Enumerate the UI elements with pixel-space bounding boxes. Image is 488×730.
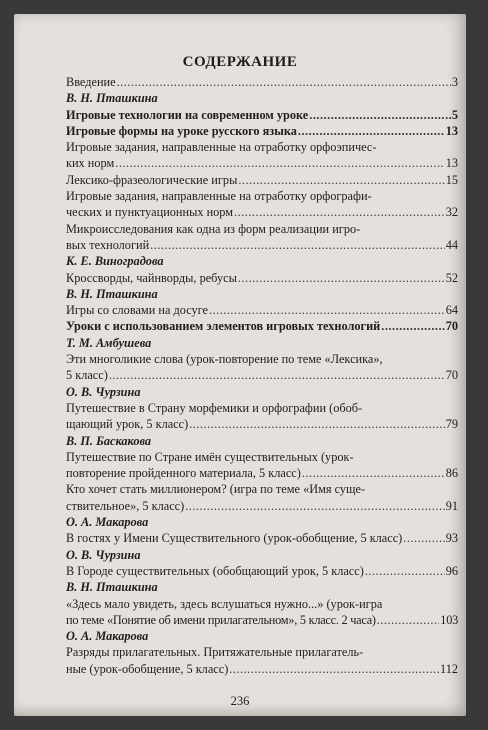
entry-page: 64 xyxy=(445,303,458,318)
entry-author: О. А. Макарова xyxy=(66,629,149,644)
entry-title-line: Разряды прилагательных. Притяжательные прилагатель- xyxy=(66,645,364,660)
toc-entry xyxy=(66,155,458,171)
entry-author: О. В. Чурзина xyxy=(66,384,141,399)
entry-page: 79 xyxy=(445,417,458,432)
toc-entry xyxy=(66,318,458,334)
entry-title: В гостях у Имени Существительного (урок-обобщение, 5 класс) xyxy=(66,531,403,546)
dot-leader xyxy=(189,416,445,432)
entry-title: щающий урок, 5 класс) xyxy=(66,417,189,432)
entry-author: В. Н. Пташкина xyxy=(66,580,158,595)
book-page xyxy=(14,14,466,716)
entry-author: Т. М. Амбушева xyxy=(66,335,152,350)
entry-title: Игровые технологии на современном уроке xyxy=(66,107,309,122)
dot-leader xyxy=(234,204,445,220)
toc-heading: СОДЕРЖАНИЕ xyxy=(182,54,298,70)
entry-page: 13 xyxy=(445,156,458,171)
page-number: 236 xyxy=(230,694,250,708)
dot-leader xyxy=(109,367,445,383)
toc-entry xyxy=(66,123,458,139)
dot-leader xyxy=(309,107,451,123)
entry-page: 13 xyxy=(445,123,458,138)
entry-page: 112 xyxy=(440,661,458,676)
toc-entry xyxy=(66,612,458,628)
toc-entry xyxy=(66,367,458,383)
entry-page: 44 xyxy=(445,237,458,252)
entry-title: 5 класс) xyxy=(66,368,108,383)
toc-entry xyxy=(66,237,458,253)
entry-title: повторение пройденного материала, 5 класс) xyxy=(66,466,301,481)
entry-title: вых технологий xyxy=(66,237,150,252)
entry-page: 70 xyxy=(445,319,458,334)
dot-leader xyxy=(185,498,444,514)
toc-entry xyxy=(66,204,458,220)
toc-entry xyxy=(66,416,458,432)
dot-leader xyxy=(302,465,445,481)
entry-title: Лексико-фразеологические игры xyxy=(66,172,238,187)
toc-entry xyxy=(66,498,458,514)
dot-leader xyxy=(381,318,444,334)
toc-entry xyxy=(66,530,458,546)
entry-title: ческих и пунктуационных норм xyxy=(66,205,234,220)
entry-title: Введение xyxy=(66,75,116,89)
entry-page: 52 xyxy=(445,270,458,285)
entry-page: 5 xyxy=(451,107,458,122)
entry-title: Игры со словами на досуге xyxy=(66,303,208,318)
entry-title-line: Эти многоликие слова (урок-повторение по теме «Лексика», xyxy=(66,352,383,367)
entry-title-line: Путешествие по Стране имён существительных (урок- xyxy=(66,449,354,464)
entry-title: по теме «Понятие об имени прилагательном», 5 класс. 2 часа) xyxy=(66,612,376,627)
dot-leader xyxy=(298,123,445,139)
entry-title: Игровые формы на уроке русского языка xyxy=(66,123,297,138)
dot-leader xyxy=(238,270,445,286)
dot-leader xyxy=(377,612,440,628)
dot-leader xyxy=(238,172,444,188)
dot-leader xyxy=(117,74,451,90)
entry-title: ствительное», 5 класс) xyxy=(66,498,185,513)
entry-page: 86 xyxy=(445,466,458,481)
entry-page: 32 xyxy=(445,205,458,220)
entry-title: Уроки с использованием элементов игровых технологий xyxy=(66,319,381,334)
entry-page: 70 xyxy=(445,368,458,383)
entry-title: ные (урок-обобщение, 5 класс) xyxy=(66,661,229,676)
dot-leader xyxy=(365,563,445,579)
toc-entry xyxy=(66,74,458,90)
entry-title: Кроссворды, чайнворды, ребусы xyxy=(66,270,237,285)
entry-title-line: «Здесь мало увидеть, здесь вслушаться нужно...» (урок-игра xyxy=(66,596,383,611)
entry-title: В Городе существительных (обобщающий урок, 5 класс) xyxy=(66,563,364,578)
entry-title-line: Путешествие в Страну морфемики и орфографии (обоб- xyxy=(66,400,363,415)
entry-title-line: Микроисследования как одна из форм реализации игро- xyxy=(66,221,361,236)
toc-entry xyxy=(66,270,458,286)
entry-page: 15 xyxy=(445,172,458,187)
toc-entry xyxy=(66,465,458,481)
toc-entry xyxy=(66,302,458,318)
entry-title-line: Игровые задания, направленные на отработку орфоэпичес- xyxy=(66,140,377,155)
dot-leader xyxy=(229,661,439,677)
entry-author: О. В. Чурзина xyxy=(66,547,141,562)
dot-leader xyxy=(150,237,445,253)
entry-author: О. А. Макарова xyxy=(66,515,149,530)
entry-title-line: Кто хочет стать миллионером? (игра по теме «Имя суще- xyxy=(66,482,366,497)
entry-page: 91 xyxy=(445,498,458,513)
entry-page: 93 xyxy=(445,531,458,546)
toc-entry xyxy=(66,107,458,123)
toc-entry xyxy=(66,563,458,579)
toc-entry xyxy=(66,661,458,677)
dot-leader xyxy=(403,530,444,546)
entry-author: В. Н. Пташкина xyxy=(66,91,158,106)
entry-author: В. Н. Пташкина xyxy=(66,286,158,301)
entry-title: ких норм xyxy=(66,156,115,171)
entry-author: К. Е. Виноградова xyxy=(66,254,164,269)
entry-page: 96 xyxy=(445,563,458,578)
dot-leader xyxy=(209,302,445,318)
table-of-contents xyxy=(66,74,458,677)
dot-leader xyxy=(115,155,444,171)
entry-page: 103 xyxy=(440,612,458,627)
toc-entry xyxy=(66,172,458,188)
entry-title-line: Игровые задания, направленные на отработку орфографи- xyxy=(66,189,372,204)
entry-author: В. П. Баскакова xyxy=(66,433,152,448)
entry-page: 3 xyxy=(451,75,458,89)
